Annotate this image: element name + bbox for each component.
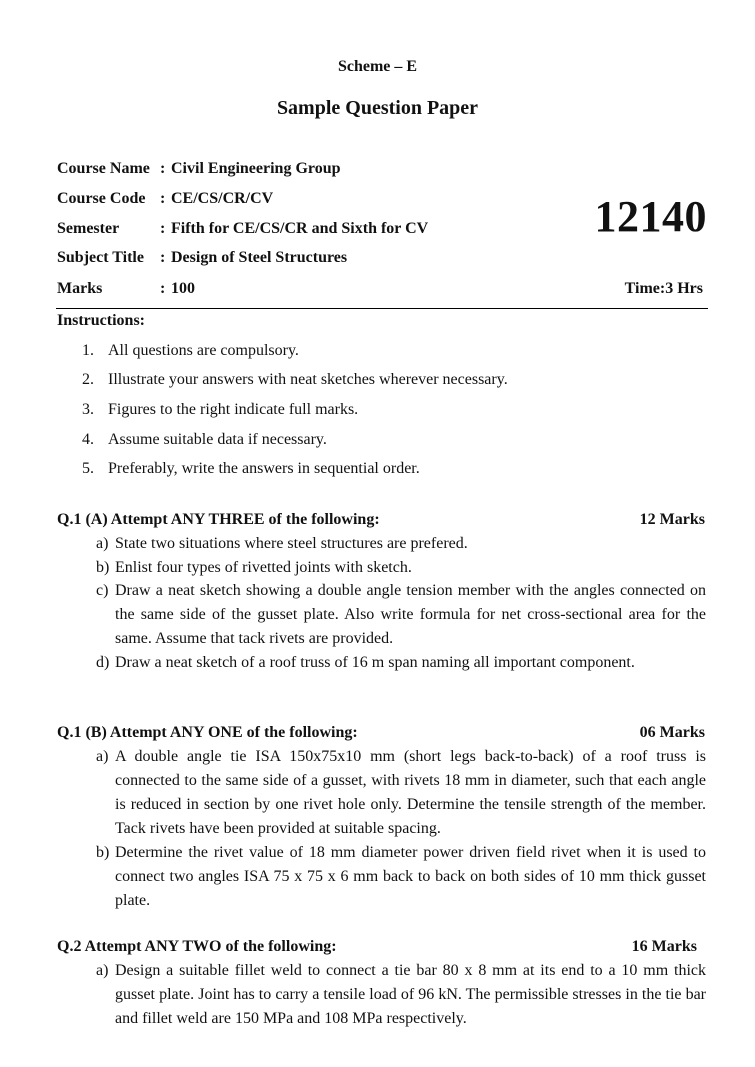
instruction-text: Figures to the right indicate full marks. [108, 401, 359, 418]
instruction-text: All questions are compulsory. [108, 342, 299, 359]
paper-code: 12140 [594, 192, 707, 241]
marks-colon: : [160, 280, 166, 297]
question-part [96, 579, 706, 651]
instruction-item [82, 371, 508, 389]
marks-label: Marks [57, 280, 103, 297]
part-text: State two situations where steel structures are prefered. [115, 535, 468, 552]
instruction-number: 3. [82, 401, 94, 418]
part-label: a) [96, 535, 109, 552]
part-label: d) [96, 654, 110, 671]
course-name-label: Course Name [57, 160, 150, 177]
part-label: b) [96, 559, 110, 576]
question-marks: 16 Marks [631, 938, 697, 955]
question-part [96, 651, 706, 675]
course-code-value: CE/CS/CR/CV [171, 190, 274, 207]
part-text: Draw a neat sketch showing a double angle tension member with the angles connected on the same side of the gusset plate. Also write formula for net cross-sectional area for the same. Assume that tack rivets are provided. [115, 582, 706, 647]
page-title: Sample Question Paper [276, 97, 479, 119]
part-label: a) [96, 962, 109, 979]
instruction-number: 2. [82, 371, 94, 388]
course-code-colon: : [160, 190, 166, 207]
instruction-item [82, 431, 327, 449]
part-label: b) [96, 844, 110, 861]
part-text: Enlist four types of rivetted joints with sketch. [115, 559, 412, 576]
instruction-item [82, 460, 420, 478]
course-name-value: Civil Engineering Group [171, 160, 341, 177]
part-label: a) [96, 748, 109, 765]
semester-value: Fifth for CE/CS/CR and Sixth for CV [171, 220, 429, 237]
instruction-text: Assume suitable data if necessary. [108, 431, 327, 448]
question-part [96, 745, 706, 841]
question-part [96, 841, 706, 913]
instruction-text: Illustrate your answers with neat sketches wherever necessary. [108, 371, 508, 388]
instruction-item [82, 401, 358, 419]
question-heading: Q.1 (B) Attempt ANY ONE of the following: [57, 724, 358, 741]
part-label: c) [96, 582, 109, 599]
course-code-label: Course Code [57, 190, 146, 207]
scheme-label: Scheme – E [337, 58, 418, 75]
semester-colon: : [160, 220, 166, 237]
instruction-number: 4. [82, 431, 94, 448]
question-part [96, 556, 706, 580]
subject-title-colon: : [160, 249, 166, 266]
subject-title-value: Design of Steel Structures [171, 249, 348, 266]
marks-value: 100 [171, 280, 195, 297]
header-divider [56, 308, 708, 309]
question-heading: Q.2 Attempt ANY TWO of the following: [57, 938, 337, 955]
question-part [96, 959, 706, 1031]
instructions-heading: Instructions: [57, 312, 146, 329]
question-heading: Q.1 (A) Attempt ANY THREE of the following: [57, 511, 380, 528]
subject-title-label: Subject Title [57, 249, 144, 266]
question-marks: 12 Marks [639, 511, 705, 528]
course-name-colon: : [160, 160, 166, 177]
instruction-number: 1. [82, 342, 94, 359]
part-text: Design a suitable fillet weld to connect a tie bar 80 x 8 mm at its end to a 10 mm thick gusset plate. Joint has to carry a tensile load of 96 kN. The permissible stresses in the tie bar and fillet weld are 150 MPa and 108 MPa respectively. [115, 962, 706, 1027]
part-text: A double angle tie ISA 150x75x10 mm (short legs back-to-back) of a roof truss is connected to the same side of a gusset, with rivets 18 mm in diameter, such that each angle is reduced in section by one rivet hole only. Determine the tensile strength of the member. Tack rivets have been provided at suitable spacing. [115, 748, 706, 837]
time-duration: Time:3 Hrs [624, 280, 703, 297]
part-text: Draw a neat sketch of a roof truss of 16 m span naming all important component. [115, 654, 635, 671]
instruction-item [82, 342, 299, 360]
semester-label: Semester [57, 220, 120, 237]
instruction-number: 5. [82, 460, 94, 477]
question-part [96, 532, 706, 556]
question-marks: 06 Marks [639, 724, 705, 741]
instruction-text: Preferably, write the answers in sequential order. [108, 460, 420, 477]
part-text: Determine the rivet value of 18 mm diameter power driven field rivet when it is used to connect two angles ISA 75 x 75 x 6 mm back to back on both sides of 10 mm thick gusset plate. [115, 844, 706, 909]
